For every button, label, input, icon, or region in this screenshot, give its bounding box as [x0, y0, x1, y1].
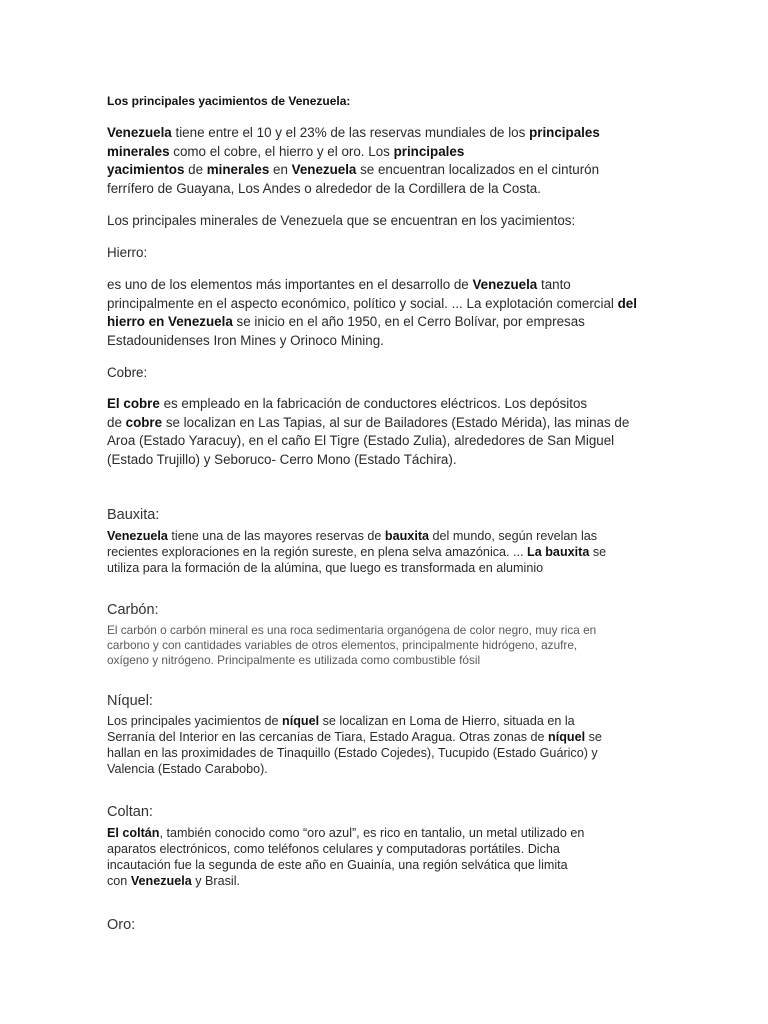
cobre-heading: Cobre: [107, 365, 148, 380]
oro-heading: Oro: [107, 917, 136, 933]
text-line: Venezuela tiene entre el 10 y el 23% de las reservas mundiales de los principales [107, 125, 600, 140]
text-line: de cobre se localizan en Las Tapias, al sur de Bailadores (Estado Mérida), las minas de [107, 414, 630, 430]
text-line: El coltán, también conocido como “oro azul”, es rico en tantalio, un metal utilizado en [107, 826, 585, 840]
text-line: Serranía del Interior en las cercanías de Tiara, Estado Aragua. Otras zonas de níquel se [107, 730, 602, 744]
bauxita-paragraph [107, 528, 606, 576]
intro-paragraph [107, 124, 600, 198]
text-line: hallan en las proximidades de Tinaquillo (Estado Cojedes), Tucupido (Estado Guárico) y [107, 746, 598, 760]
hierro-paragraph [107, 276, 637, 350]
text-line: Venezuela tiene una de las mayores reservas de bauxita del mundo, según revelan las [107, 529, 598, 543]
text-line: recientes exploraciones en la región sureste, en plena selva amazónica. ... La bauxita se [107, 545, 607, 559]
page-title: Los principales yacimientos de Venezuela: [107, 94, 351, 108]
coltan-paragraph [107, 825, 584, 889]
text-line: Valencia (Estado Carabobo). [107, 762, 268, 776]
text-line: ferrífero de Guayana, Los Andes o alrededor de la Cordillera de la Costa. [107, 180, 541, 196]
niquel-heading: Níquel: [107, 693, 153, 709]
carbon-paragraph [107, 623, 596, 667]
text-line: es uno de los elementos más importantes en el desarrollo de Venezuela tanto [107, 277, 571, 292]
text-line: El cobre es empleado en la fabricación de conductores eléctricos. Los depósitos [107, 396, 588, 411]
text-line: Aroa (Estado Yaracuy), en el caño El Tigre (Estado Zulia), alrededores de San Miguel [107, 433, 615, 448]
text-line: carbono y con cantidades variables de otros elementos, principalmente hidrógeno, azufre, [107, 637, 578, 652]
text-line: (Estado Trujillo) y Seboruco- Cerro Mono (Estado Táchira). [107, 451, 457, 467]
text-line: incautación fue la segunda de este año en Guainía, una región selvática que limita [107, 858, 568, 872]
hierro-heading: Hierro: [107, 245, 148, 260]
cobre-paragraph [107, 395, 629, 469]
text-line: hierro en Venezuela se inicio en el año 1950, en el Cerro Bolívar, por empresas [107, 314, 585, 329]
text-line: utiliza para la formación de la alúmina, que luego es transformada en aluminio [107, 561, 544, 575]
bauxita-heading: Bauxita: [107, 507, 160, 523]
text-line: principalmente en el aspecto económico, político y social. ... La explotación comercial del [107, 295, 637, 311]
niquel-paragraph [107, 713, 602, 777]
text-line: Estadounidenses Iron Mines y Orinoco Mining. [107, 332, 384, 348]
text-line: Los principales yacimientos de níquel se localizan en Loma de Hierro, situada en la [107, 714, 575, 728]
minerals-intro: Los principales minerales de Venezuela que se encuentran en los yacimientos: [107, 213, 576, 228]
text-line: yacimientos de minerales en Venezuela se encuentran localizados en el cinturón [107, 162, 600, 177]
text-line: con Venezuela y Brasil. [107, 874, 241, 888]
text-line: oxígeno y nitrógeno. Principalmente es utilizada como combustible fósil [107, 652, 481, 667]
text-line: minerales como el cobre, el hierro y el oro. Los principales [107, 143, 465, 159]
text-line: aparatos electrónicos, como teléfonos celulares y computadoras portátiles. Dicha [107, 842, 560, 856]
text-line: El carbón o carbón mineral es una roca sedimentaria organógena de color negro, muy rica en [107, 623, 597, 637]
coltan-heading: Coltan: [107, 804, 153, 820]
carbon-heading: Carbón: [107, 602, 159, 618]
